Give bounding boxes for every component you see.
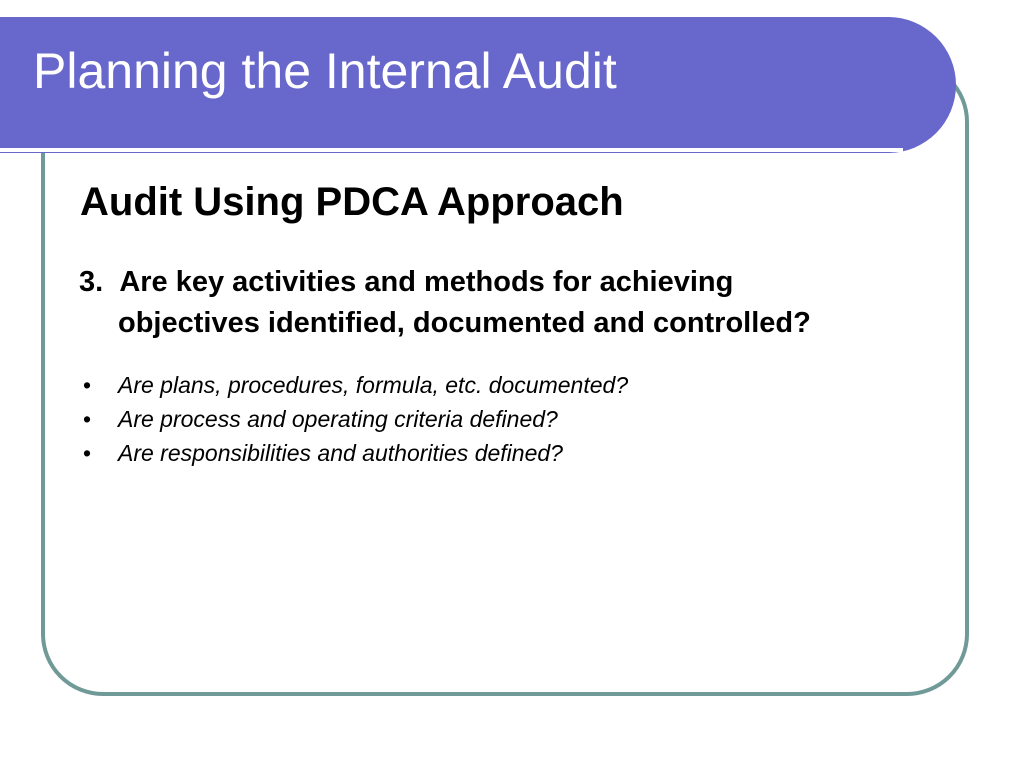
bullet-text: Are plans, procedures, formula, etc. documented? xyxy=(118,372,629,398)
bullet-text: Are process and operating criteria defined? xyxy=(118,406,558,432)
list-item xyxy=(79,436,628,470)
slide-title: Planning the Internal Audit xyxy=(33,43,617,99)
slide-subtitle: Audit Using PDCA Approach xyxy=(80,180,624,224)
bullet-list xyxy=(79,368,628,470)
bullet-icon: • xyxy=(83,406,92,432)
question-text-1: Are key activities and methods for achieving xyxy=(119,266,734,298)
bullet-icon: • xyxy=(83,372,92,398)
list-item xyxy=(79,402,628,436)
bullet-text: Are responsibilities and authorities defined? xyxy=(118,440,563,466)
bullet-icon: • xyxy=(83,440,92,466)
question-number: 3. xyxy=(79,266,104,298)
question-line-1 xyxy=(79,262,959,303)
list-item xyxy=(79,368,628,402)
title-underline xyxy=(0,148,903,152)
question-block xyxy=(79,262,959,344)
question-line-2: objectives identified, documented and controlled? xyxy=(118,307,811,339)
